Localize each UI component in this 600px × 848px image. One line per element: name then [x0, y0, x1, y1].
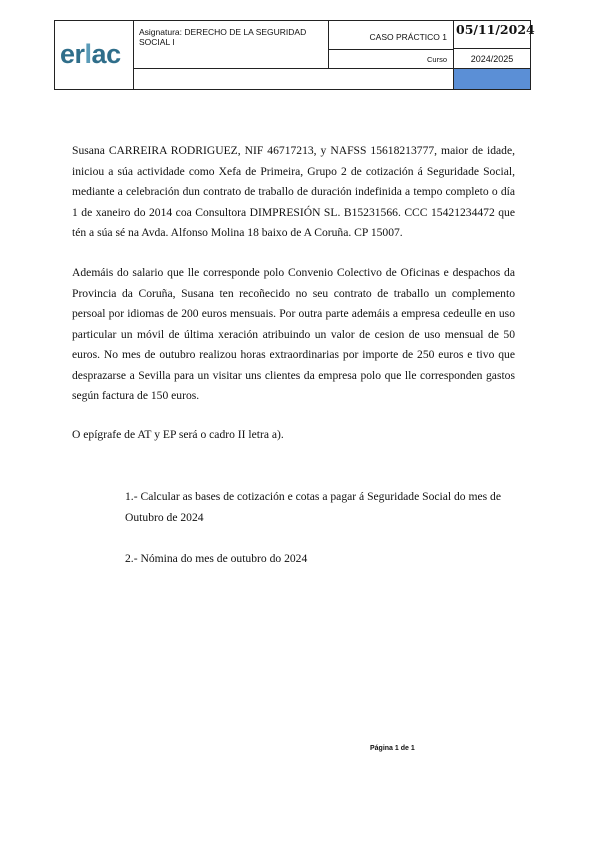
subject-label: Asignatura:: [139, 27, 182, 37]
blank-cell: [134, 69, 454, 89]
paragraph-3: O epígrafe de AT y EP será o cadro II letra a).: [72, 428, 284, 441]
case-title: CASO PRÁCTICO 1: [329, 21, 454, 49]
blue-cell: [454, 69, 530, 89]
subject-cell: [134, 21, 329, 69]
page-number: Página 1 de 1: [370, 745, 415, 752]
paragraph-1: Susana CARREIRA RODRIGUEZ, NIF 46717213, y NAFSS 15618213777, maior de idade, iniciou a súa actividade como Xefa de Primeira, Grupo 2 de cotización á Seguridade Social, mediante a celebración dun contrato de traballo de duración indefinida a tempo completo o día 1 de xaneiro do 2014 coa Consultora DIMPRESIÓN SL. B15231566. CCC 15421234472 que tén a súa sé na Avda. Alfonso Molina 18 baixo de A Coruña. CP 15007.: [72, 144, 515, 239]
course-label: Curso: [329, 49, 454, 69]
date-cell: 05/11/2024: [454, 21, 530, 49]
header-table: [54, 20, 535, 90]
subject-value: DERECHO DE LA SEGURIDAD SOCIAL I: [139, 27, 307, 47]
question-2: 2.- Nómina do mes de outubro do 2024: [125, 552, 308, 565]
question-1: 1.- Calcular as bases de cotización e cotas a pagar á Seguridade Social do mes de Outubro de 2024: [125, 490, 502, 524]
paragraph-2: Ademáis do salario que lle corresponde polo Convenio Colectivo de Oficinas e despachos da Provincia da Coruña, Susana ten recoñecido no seu contrato de traballo un complemento persoal por idiomas de 200 euros mensuais. Por outra parte ademáis a empresa cedeulle en uso particular un móvil de última xeración atribuindo un valor de cesion de uso mensual de 50 euros. No mes de outubro realizou horas extraordinarias por importe de 250 euros e tivo que desprazarse a Sevilla para un visitar uns clientes da empresa polo que lle corresponden gastos según factura de 150 euros.: [72, 266, 515, 402]
logo-cell: [55, 21, 134, 89]
course-value: 2024/2025: [454, 49, 530, 69]
erfac-logo: erlac: [60, 39, 121, 69]
